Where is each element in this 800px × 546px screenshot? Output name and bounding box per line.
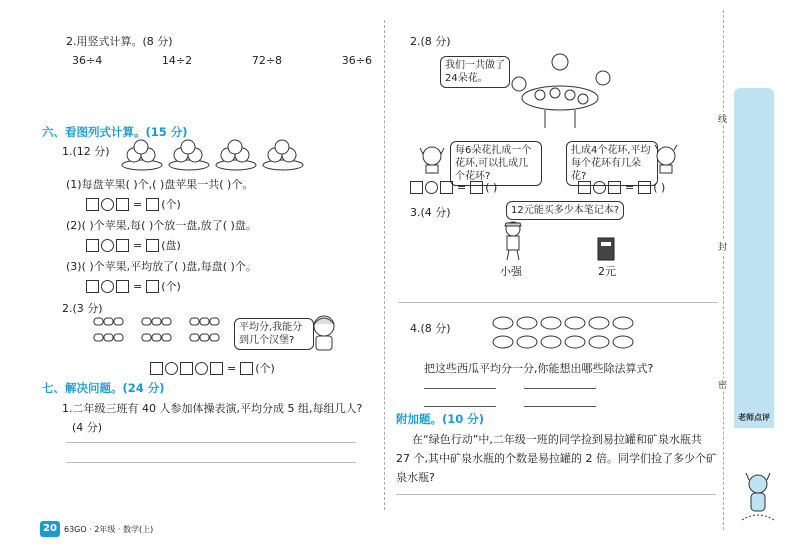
notebook-icon xyxy=(596,236,616,262)
binding-label-mi: 密 xyxy=(718,378,727,391)
xiaoqiang-figure xyxy=(498,220,528,262)
boy-icon xyxy=(308,312,340,354)
s6-q1-line2: (2)( )个苹果,每( )个放一盘,放了( )盘。 xyxy=(66,219,257,232)
binding-line xyxy=(723,10,724,530)
binding-label-xian: 线 xyxy=(718,112,727,125)
r-q2-bubble-3: 扎成4个花环,平均每个花环有几朵花? xyxy=(566,141,658,186)
s6-q2-eq[interactable]: = (个) xyxy=(150,360,275,376)
footer-text: 63GO · 2年级 · 数学(上) xyxy=(64,525,154,534)
bonus-text-2: 27 个,其中矿泉水瓶的个数是易拉罐的 2 倍。同学们捡了多少个矿 xyxy=(396,452,717,465)
r-q2-eq2-paren: ( ) xyxy=(653,181,666,194)
r-q2-title: 2.(8 分) xyxy=(410,35,451,48)
plate-4 xyxy=(263,140,303,170)
r-q3-price: 2元 xyxy=(598,265,616,278)
expr-1: 36÷4 xyxy=(72,54,103,67)
eq2-unit: (盘) xyxy=(161,239,181,252)
s6-q1-eq3[interactable]: = (个) xyxy=(86,278,181,294)
child-icon xyxy=(652,144,680,174)
q2-title: 2.用竖式计算。(8 分) xyxy=(66,35,173,48)
plate-2 xyxy=(169,140,209,170)
teacher-comment-panel xyxy=(734,88,774,428)
r-q2-eq1-paren: ( ) xyxy=(485,181,498,194)
r-divider xyxy=(398,302,718,303)
r-q4-text: 把这些西瓜平均分一分,你能想出哪些除法算式? xyxy=(424,362,654,375)
r-q3-bubble: 12元能买多少本笔记本? xyxy=(506,201,624,220)
page-number: 20 xyxy=(40,521,60,537)
burger-group-1 xyxy=(94,318,123,341)
s6-q2-title: 2.(3 分) xyxy=(62,302,103,315)
binding-label-feng: 封 xyxy=(718,240,727,253)
bonus-answer-line xyxy=(396,494,716,495)
answer-line-1 xyxy=(66,442,356,443)
s6-q2-speech-bubble: 平均分,我能分到几个汉堡? xyxy=(234,318,314,350)
r-q4-blank-2[interactable] xyxy=(524,388,596,389)
r-q4-blank-3[interactable] xyxy=(424,406,496,407)
s6-q1-line3: (3)( )个苹果,平均放了( )盘,每盘( )个。 xyxy=(66,260,257,273)
s6-q1-eq1[interactable]: = (个) xyxy=(86,196,181,212)
hamburgers-image xyxy=(92,315,227,349)
eq1-unit: (个) xyxy=(161,198,181,211)
expr-3: 72÷8 xyxy=(251,54,283,67)
r-q2-bubble-1: 我们一共做了24朵花。 xyxy=(440,56,510,88)
children-table-image xyxy=(505,48,615,130)
burger-group-2 xyxy=(142,318,171,341)
r-q4-blank-4[interactable] xyxy=(524,406,596,407)
mascot-icon xyxy=(738,470,778,524)
s7-q1-score: (4 分) xyxy=(72,421,103,434)
answer-line-2 xyxy=(66,462,356,463)
q2-expressions xyxy=(72,54,372,67)
watermelons-image xyxy=(492,315,640,351)
plate-3 xyxy=(216,140,256,170)
expr-4: 36÷6 xyxy=(341,54,372,67)
bonus-title: 附加题。(10 分) xyxy=(396,412,485,426)
girl-icon xyxy=(418,144,446,174)
eq3-unit: (个) xyxy=(161,280,181,293)
r-q3-title: 3.(4 分) xyxy=(410,206,451,219)
bonus-text-3: 泉水瓶? xyxy=(396,471,435,484)
s6-q1-line1: (1)每盘苹果( )个,( )盘苹果一共( )个。 xyxy=(66,178,254,191)
apple-plates-image xyxy=(120,138,310,172)
section-7-title: 七、解决问题。(24 分) xyxy=(42,381,165,395)
s6-q1-eq2[interactable]: = (盘) xyxy=(86,237,181,253)
bonus-text-1: 在“绿色行动”中,二年级一班的同学捡到易拉罐和矿泉水瓶共 xyxy=(412,433,702,446)
r-q2-eq-2[interactable]: = ( ) xyxy=(578,181,665,194)
r-q2-bubble-2: 每6朵花扎成一个花环,可以扎成几个花环? xyxy=(450,141,542,186)
column-divider xyxy=(384,20,385,510)
r-q4-blank-1[interactable] xyxy=(424,388,496,389)
s6-q1-title: 1.(12 分) xyxy=(62,145,110,158)
section-6-title: 六、看图列式计算。(15 分) xyxy=(42,125,188,139)
s6-q2-unit: (个) xyxy=(255,362,275,375)
teacher-comment-label: 老师点评 xyxy=(738,413,770,422)
s7-q1-text: 1.二年级三班有 40 人参加体操表演,平均分成 5 组,每组几人? xyxy=(62,402,363,415)
r-q4-title: 4.(8 分) xyxy=(410,322,451,335)
plate-1 xyxy=(122,140,162,170)
expr-2: 14÷2 xyxy=(161,54,193,67)
r-q2-eq-1[interactable]: = ( ) xyxy=(410,181,497,194)
burger-group-3 xyxy=(190,318,219,341)
r-q3-name: 小强 xyxy=(500,265,522,278)
